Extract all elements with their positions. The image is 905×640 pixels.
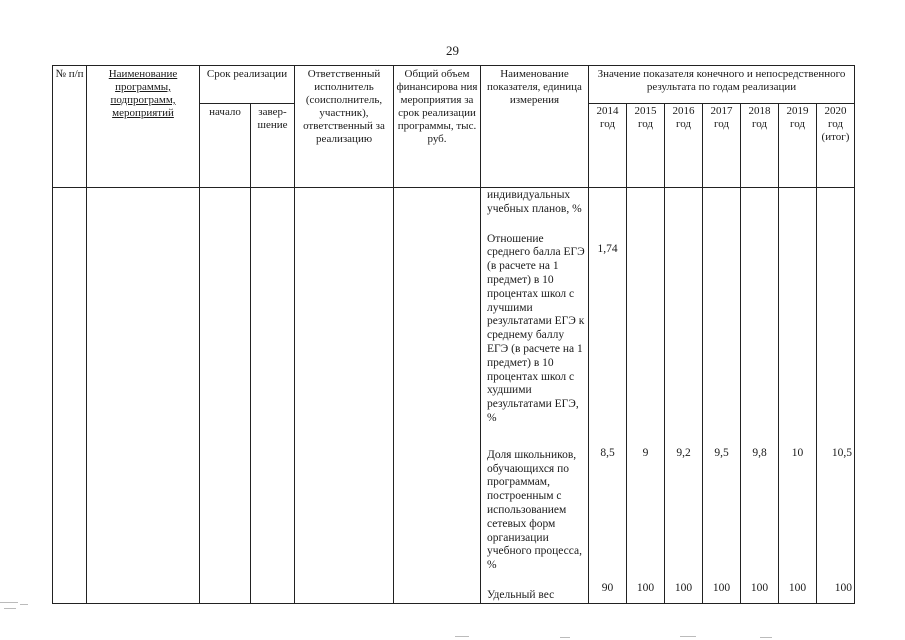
cell-indicators (481, 188, 589, 604)
header-term-end: завер-шение (251, 104, 295, 188)
indicator-share: Удельный вес (487, 588, 555, 601)
cell-year-2015 (627, 188, 665, 604)
value: 90 (601, 582, 614, 594)
value: 9,2 (676, 447, 691, 459)
header-name: Наименование программы, подпрограмм, мероприятий (87, 66, 200, 188)
header-year: 2014 год (589, 104, 627, 188)
cell-year-2020 (817, 188, 855, 604)
indicator-network-forms: Доля школьников, обучающихся по программам, построенным с использованием сетевых форм организации учебного процесса, % (487, 448, 582, 572)
value: 10 (791, 447, 804, 459)
header-year: 2016 год (665, 104, 703, 188)
cell-term-start (200, 188, 251, 604)
scan-noise (0, 600, 905, 640)
cell-name (87, 188, 200, 604)
header-year: 2015 год (627, 104, 665, 188)
cell-term-end (251, 188, 295, 604)
header-term: Срок реализации (200, 66, 295, 104)
value: 100 (636, 582, 655, 594)
results-table (52, 65, 855, 604)
header-term-start: начало (200, 104, 251, 188)
value: 9,8 (752, 447, 767, 459)
cell-year-2019 (779, 188, 817, 604)
value: 8,5 (600, 447, 615, 459)
header-indicator: Наименование показателя, единица измерения (481, 66, 589, 188)
cell-year-2014 (589, 188, 627, 604)
header-funding: Общий объем финансирова ния мероприятия за срок реализации программы, тыс. руб. (394, 66, 481, 188)
value: 100 (712, 582, 731, 594)
cell-executor (295, 188, 394, 604)
header-year: 2019 год (779, 104, 817, 188)
value: 9 (642, 447, 649, 459)
value: 1,74 (597, 243, 618, 255)
value: 100 (750, 582, 769, 594)
value: 100 (788, 582, 807, 594)
cell-year-2017 (703, 188, 741, 604)
page-number: 29 (446, 43, 459, 58)
value: 10,5 (831, 447, 852, 459)
cell-funding (394, 188, 481, 604)
indicator-continued: индивидуальных учебных планов, % (487, 189, 582, 215)
indicator-ege-ratio: Отношение среднего балла ЕГЭ (в расчете на 1 предмет) в 10 процентах школ с лучшими результатами ЕГЭ к среднему баллу ЕГЭ (в расчете на 1 предмет) в 10 процентах школ с худшими результатами ЕГЭ, % (487, 232, 585, 424)
header-executor: Ответственный исполнитель (соисполнитель, участник), ответственный за реализацию (295, 66, 394, 188)
cell-year-2016 (665, 188, 703, 604)
value: 100 (674, 582, 693, 594)
value: 100 (834, 582, 852, 594)
header-year: 2017 год (703, 104, 741, 188)
header-year: 2018 год (741, 104, 779, 188)
value: 9,5 (714, 447, 729, 459)
header-year: 2020 год (итог) (817, 104, 855, 188)
cell-num (53, 188, 87, 604)
header-values-group: Значение показателя конечного и непосредственного результата по годам реализации (589, 66, 855, 104)
cell-year-2018 (741, 188, 779, 604)
header-num: № п/п (53, 66, 87, 188)
